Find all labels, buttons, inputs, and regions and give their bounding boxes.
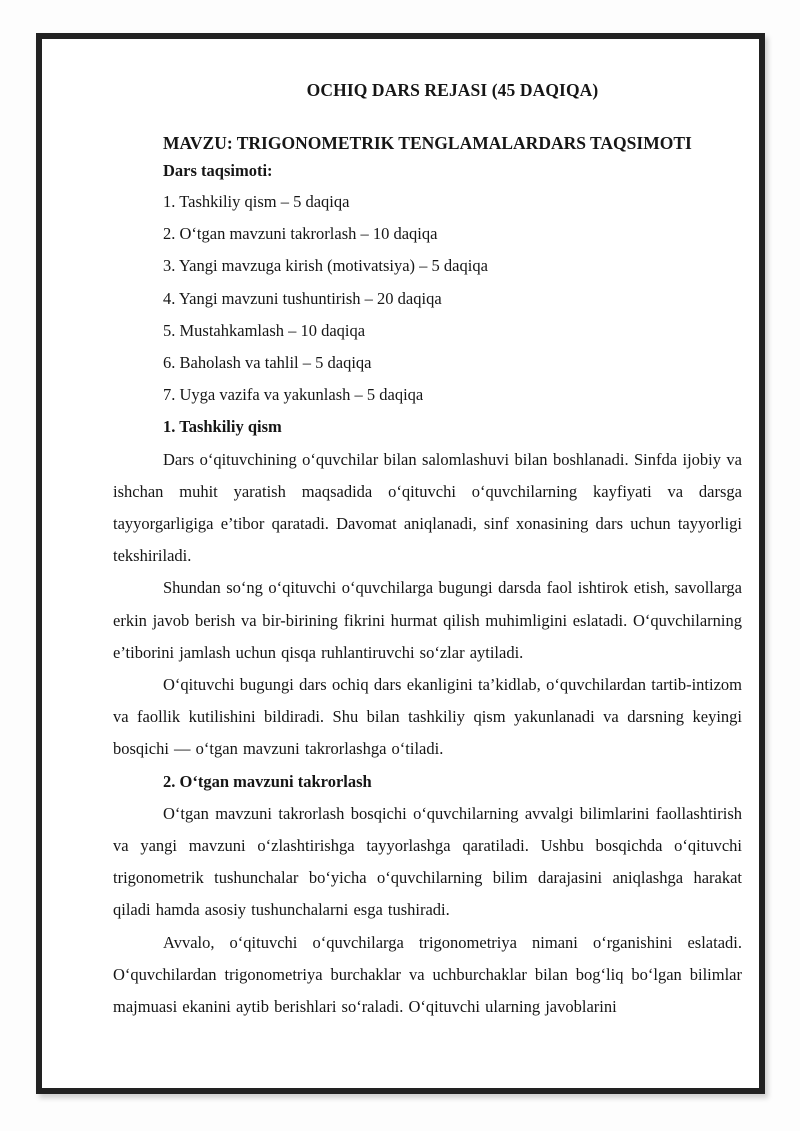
schedule-item: 6. Baholash va tahlil – 5 daqiqa [163, 353, 372, 373]
paragraph: Dars o‘qituvchining o‘quvchilar bilan salomlashuvi bilan boshlanadi. Sinfda ijobiy va ishchan muhit yaratish maqsadida o‘qituvchi o‘quvchilarning kayfiyati va darsga tayyorgarligiga e’tibor qaratadi. Davomat aniqlanadi, sinf xonasining dars uchun tayyorligi tekshiriladi. [113, 449, 742, 566]
schedule-item: 3. Yangi mavzuga kirish (motivatsiya) – 5 daqiqa [163, 256, 488, 276]
paragraph: Avvalo, o‘qituvchi o‘quvchilarga trigonometriya nimani o‘rganishini eslatadi. O‘quvchilardan trigonometriya burchaklar va uchburchaklar bilan bog‘liq bo‘lgan bilimlar majmuasi ekanini aytib berishlari so‘raladi. O‘qituvchi ularning javoblarini [113, 932, 742, 1017]
schedule-item: 4. Yangi mavzuni tushuntirish – 20 daqiqa [163, 288, 442, 308]
section-tashkiliy-qism [113, 411, 742, 765]
section-otgan-mavzuni-takrorlash [113, 766, 742, 1024]
document-title: OCHIQ DARS REJASI (45 DAQIQA) [306, 80, 599, 100]
document-border-frame [36, 33, 765, 1094]
paragraph: O‘tgan mavzuni takrorlash bosqichi o‘quvchilarning avvalgi bilimlarini faollashtirish va yangi mavzuni o‘zlashtirishga tayyorlashga qaratiladi. Ushbu bosqichda o‘qituvchi trigonometrik tushunchalar bo‘yicha o‘quvchilarning bilim darajasini aniqlashga harakat qiladi hamda asosiy tushunchalarni esga tushiradi. [113, 803, 742, 920]
paragraph: O‘qituvchi bugungi dars ochiq dars ekanligini ta’kidlab, o‘quvchilardan tartib-intizom va faollik kutilishini bildiradi. Shu bilan tashkiliy qism yakunlanadi va darsning keyingi bosqichi — o‘tgan mavzuni takrorlashga o‘tiladi. [113, 675, 742, 759]
distribution-label: Dars taqsimoti: [163, 161, 273, 180]
schedule-item: 1. Tashkiliy qism – 5 daqiqa [163, 192, 350, 211]
section-heading: 2. O‘tgan mavzuni takrorlash [163, 771, 372, 791]
subject-line: MAVZU: TRIGONOMETRIK TENGLAMALARDARS TAQSIMOTI [163, 133, 692, 153]
document-content [42, 39, 759, 1088]
section-heading: 1. Tashkiliy qism [163, 417, 282, 437]
schedule-item: 7. Uyga vazifa va yakunlash – 5 daqiqa [163, 385, 424, 405]
paragraph: Shundan so‘ng o‘qituvchi o‘quvchilarga bugungi darsda faol ishtirok etish, savollarga erkin javob berish va bir-birining fikrini hurmat qilish muhimligini eslatadi. O‘quvchilarning e’tiborini jamlash uchun qisqa ruhlantiruvchi so‘zlar aytiladi. [113, 578, 742, 662]
schedule-list [113, 186, 742, 411]
schedule-item: 5. Mustahkamlash – 10 daqiqa [163, 320, 366, 340]
schedule-item: 2. O‘tgan mavzuni takrorlash – 10 daqiqa [163, 224, 438, 244]
